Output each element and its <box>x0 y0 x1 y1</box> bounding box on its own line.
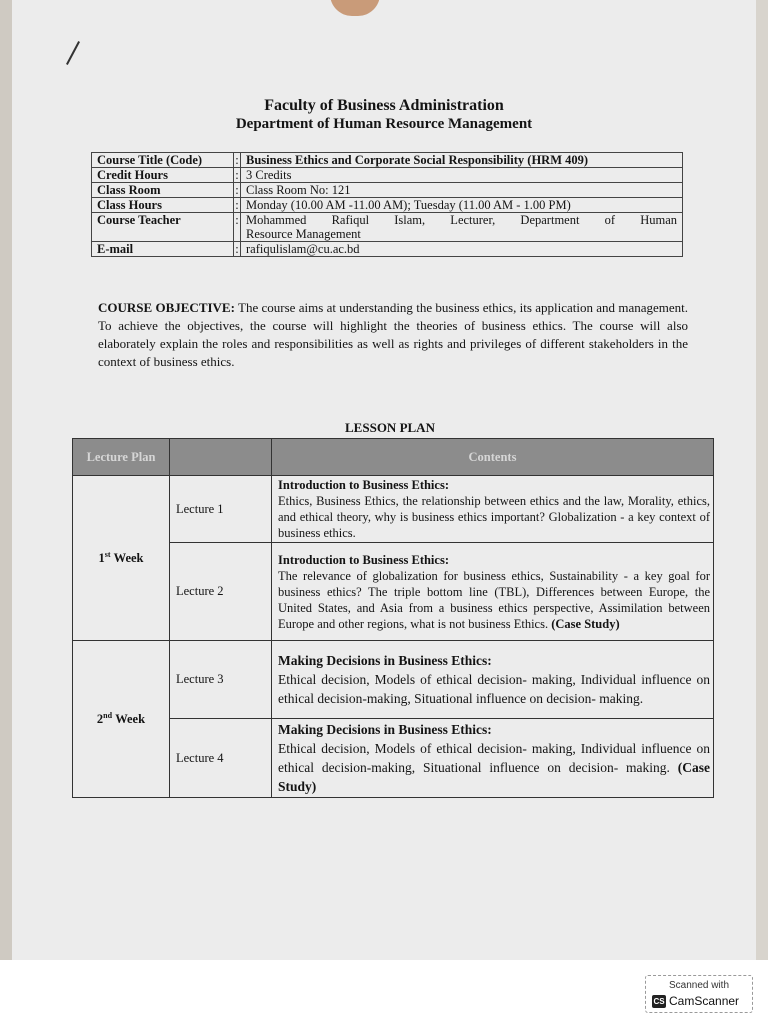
course-info-key: E-mail <box>92 242 234 257</box>
objective-lead: COURSE OBJECTIVE: <box>98 300 235 315</box>
week-number: 1 <box>98 551 105 566</box>
lecture-content <box>272 641 714 719</box>
course-info-table <box>91 152 683 257</box>
lecture-title: Making Decisions in Business Ethics: <box>278 722 492 737</box>
week-cell <box>73 641 170 798</box>
lecture-body <box>278 568 710 632</box>
course-info-value: Monday (10.00 AM -11.00 AM); Tuesday (11.00 AM - 1.00 PM) <box>241 198 683 213</box>
lesson-row <box>73 641 714 719</box>
lecture-label: Lecture 3 <box>170 641 272 719</box>
faculty-heading: Faculty of Business Administration <box>264 97 504 114</box>
department-heading: Department of Human Resource Management <box>235 116 533 132</box>
course-info-value <box>241 213 683 242</box>
week-word: Week <box>115 712 146 727</box>
lecture-label: Lecture 4 <box>170 719 272 798</box>
course-info-value: Class Room No: 121 <box>241 183 683 198</box>
course-info-row <box>92 213 683 242</box>
week-suffix: st <box>104 549 111 559</box>
week-cell <box>73 476 170 641</box>
course-info-separator: : <box>235 153 239 167</box>
lecture-title: Making Decisions in Business Ethics: <box>278 653 492 668</box>
lecture-content <box>272 543 714 641</box>
course-info-value: Business Ethics and Corporate Social Responsibility (HRM 409) <box>241 153 683 168</box>
lecture-body <box>278 739 710 796</box>
course-info-key: Course Title (Code) <box>92 153 234 168</box>
course-info-row <box>92 168 683 183</box>
contents-header: Contents <box>272 439 714 476</box>
lesson-plan-title: LESSON PLAN <box>345 420 435 435</box>
camscanner-brand-text: CamScanner <box>669 994 740 1008</box>
lecture-body: Ethical decision, Models of ethical decision- making, Individual influence on ethical decision-making, Situational influence on decision- making. <box>278 672 710 706</box>
lesson-row <box>73 719 714 798</box>
case-study-label: (Case Study) <box>278 760 711 794</box>
lesson-row <box>73 476 714 543</box>
lecture-plan-header: Lecture Plan <box>73 439 170 476</box>
week-number: 2 <box>96 712 104 727</box>
course-info-separator: : <box>235 183 239 197</box>
course-info-separator: : <box>235 198 239 212</box>
lecture-body-text: Ethical decision, Models of ethical decision- making, Individual influence on ethical decision-making, Situational influence on decision- making. <box>278 741 710 775</box>
teacher-line-2: Resource Management <box>246 227 361 241</box>
course-info-row <box>92 198 683 213</box>
lecture-body: Ethics, Business Ethics, the relationship between ethics and the law, Morality, ethics, and ethical theory, why is business ethics important? Globalization - a key context of business ethics. <box>278 494 710 540</box>
teacher-line-1: Mohammed Rafiqul Islam, Lecturer, Department of Human <box>246 213 677 227</box>
lecture-title: Introduction to Business Ethics: <box>278 478 449 492</box>
lecture-title: Introduction to Business Ethics: <box>278 552 449 567</box>
lesson-row <box>73 543 714 641</box>
course-info-row <box>92 183 683 198</box>
course-info-key: Class Room <box>92 183 234 198</box>
camscanner-icon: CS <box>653 997 665 1007</box>
course-info-value: 3 Credits <box>241 168 683 183</box>
course-info-row <box>92 242 683 257</box>
course-info-key: Credit Hours <box>92 168 234 183</box>
camscanner-brand <box>652 994 739 1008</box>
course-info-key: Class Hours <box>92 198 234 213</box>
lecture-plan-header-blank <box>170 439 272 476</box>
scanned-with-label: Scanned with <box>668 980 730 991</box>
week-word: Week <box>113 551 144 566</box>
week-suffix: nd <box>103 710 113 720</box>
course-info-separator: : <box>234 213 241 242</box>
lecture-body-text: The relevance of globalization for business ethics, Sustainability - a key goal for business ethics? The triple bottom line (TBL), Differences between Europe, the United States, and Asia from a business ethics perspective, Assimilation between Europe and other regions, what is not business Ethics. <box>278 568 710 631</box>
lecture-label: Lecture 2 <box>170 543 272 641</box>
course-info-separator: : <box>235 168 239 182</box>
lecture-label: Lecture 1 <box>170 476 272 543</box>
case-study-label: (Case Study) <box>551 616 620 631</box>
lecture-content <box>272 476 714 543</box>
course-info-key: Course Teacher <box>92 213 234 242</box>
lecture-content <box>272 719 714 798</box>
email-value: rafiqulislam@cu.ac.bd <box>241 242 683 257</box>
lesson-header-row <box>73 439 714 476</box>
background-right <box>754 0 768 960</box>
course-info-separator: : <box>235 242 239 256</box>
objective-text: The course aims at understanding the business ethics, its application and management. To achieve the objectives, the course will highlight the theories of business ethics. The course will also elaborately explain the roles and responsibilities as well as rights and privileges of different stakeholders in the context of business ethics. <box>98 300 689 369</box>
camscanner-stamp <box>645 975 753 1013</box>
course-objective <box>98 299 688 371</box>
lesson-plan-table <box>72 438 714 798</box>
course-info-row <box>92 153 683 168</box>
